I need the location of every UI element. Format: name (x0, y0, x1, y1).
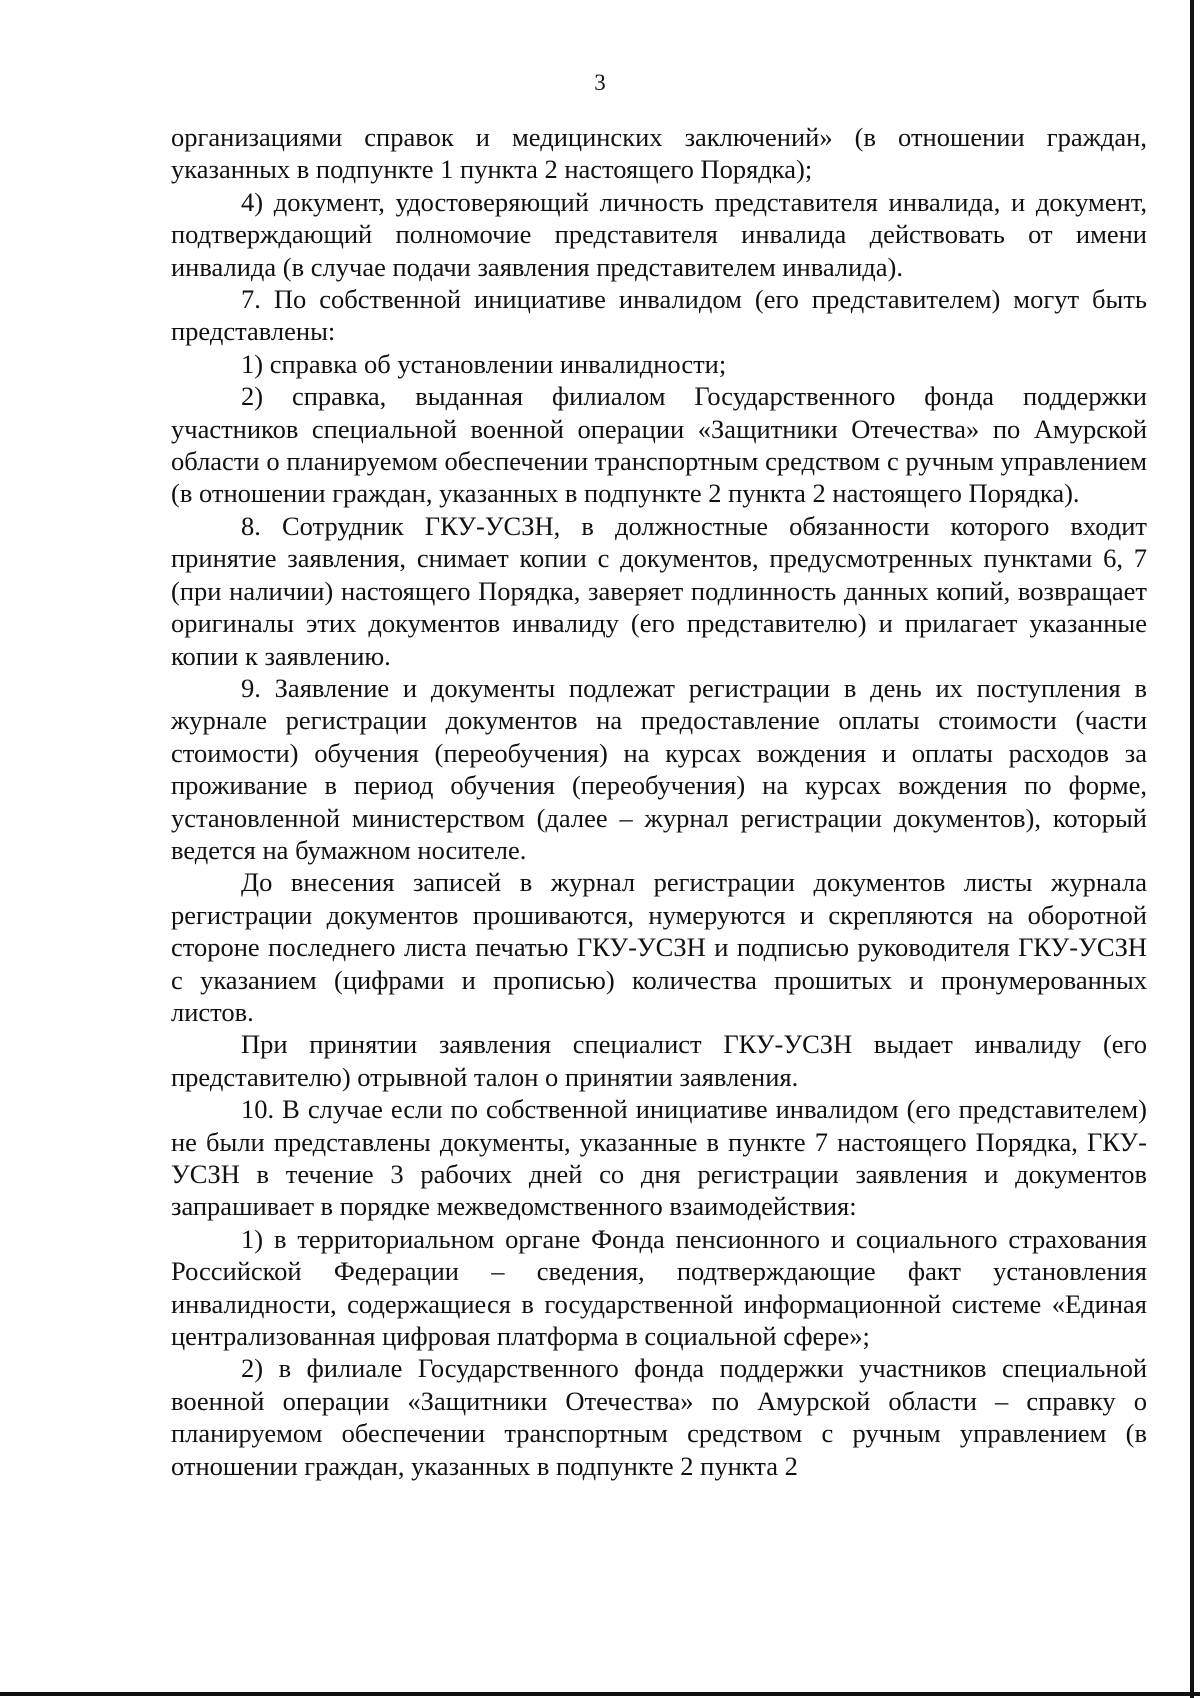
paragraph-item-4: 4) документ, удостоверяющий личность представителя инвалида, и документ, подтверждающий полномочие представителя инвалида действовать от имени инвалида (в случае подачи заявления представителем инвалида). (171, 186, 1147, 282)
scan-edge-bottom (0, 1692, 1200, 1696)
paragraph-section-10: 10. В случае если по собственной инициативе инвалидом (его представителем) не были представлены документы, указанные в пункте 7 настоящего Порядка, ГКУ-УСЗН в течение 3 рабочих дней со дня регистрации заявления и документов запрашивает в порядке межведомственного взаимодействия: (171, 1094, 1147, 1222)
paragraph-receipt-slip: При принятии заявления специалист ГКУ-УСЗН выдает инвалиду (его представителю) отрывной талон о принятии заявления. (171, 1029, 1147, 1092)
paragraph-section-8: 8. Сотрудник ГКУ-УСЗН, в должностные обязанности которого входит принятие заявления, снимает копии с документов, предусмотренных пунктами 6, 7 (при наличии) настоящего Порядка, заверяет подлинность данных копий, возвращает оригиналы этих документов инвалиду (его представителю) и прилагает указанные копии к заявлению. (171, 510, 1147, 671)
body-text (171, 121, 1147, 1482)
paragraph-section-10-item-1: 1) в территориальном органе Фонда пенсионного и социального страхования Российской Федерации – сведения, подтверждающие факт установления инвалидности, содержащиеся в государственной информационной системе «Единая централизованная цифровая платформа в социальной сфере»; (171, 1223, 1147, 1352)
paragraph-section-10-item-2: 2) в филиале Государственного фонда поддержки участников специальной военной операции «Защитники Отечества» по Амурской области – справку о планируемом обеспечении транспортным средством с ручным управлением (в отношении граждан, указанных в подпункте 2 пункта 2 (171, 1353, 1147, 1481)
scan-edge-right (1190, 0, 1194, 1698)
paragraph-section-7-item-2: 2) справка, выданная филиалом Государственного фонда поддержки участников специальной военной операции «Защитники Отечества» по Амурской области о планируемом обеспечении транспортным средством с ручным управлением (в отношении граждан, указанных в подпункте 2 пункта 2 настоящего Порядка). (171, 381, 1147, 509)
paragraph-section-7: 7. По собственной инициативе инвалидом (его представителем) могут быть представлены: (171, 284, 1147, 347)
paragraph-section-7-item-1: 1) справка об установлении инвалидности; (241, 348, 727, 379)
paragraph-journal-binding: До внесения записей в журнал регистрации документов листы журнала регистрации документов прошиваются, нумеруются и скрепляются на оборотной стороне последнего листа печатью ГКУ-УСЗН и подписью руководителя ГКУ-УСЗН с указанием (цифрами и прописью) количества прошитых и пронумерованных листов. (171, 867, 1147, 1027)
paragraph-section-9: 9. Заявление и документы подлежат регистрации в день их поступления в журнале регистрации документов на предоставление оплаты стоимости (части стоимости) обучения (переобучения) на курсах вождения и оплаты расходов за проживание в период обучения (переобучения) на курсах вождения по форме, установленной министерством (далее – журнал регистрации документов), который ведется на бумажном носителе. (171, 672, 1147, 865)
paragraph-continuation: организациями справок и медицинских заключений» (в отношении граждан, указанных в подпункте 1 пункта 2 настоящего Порядка); (171, 122, 1147, 185)
page-number: 3 (594, 70, 606, 95)
